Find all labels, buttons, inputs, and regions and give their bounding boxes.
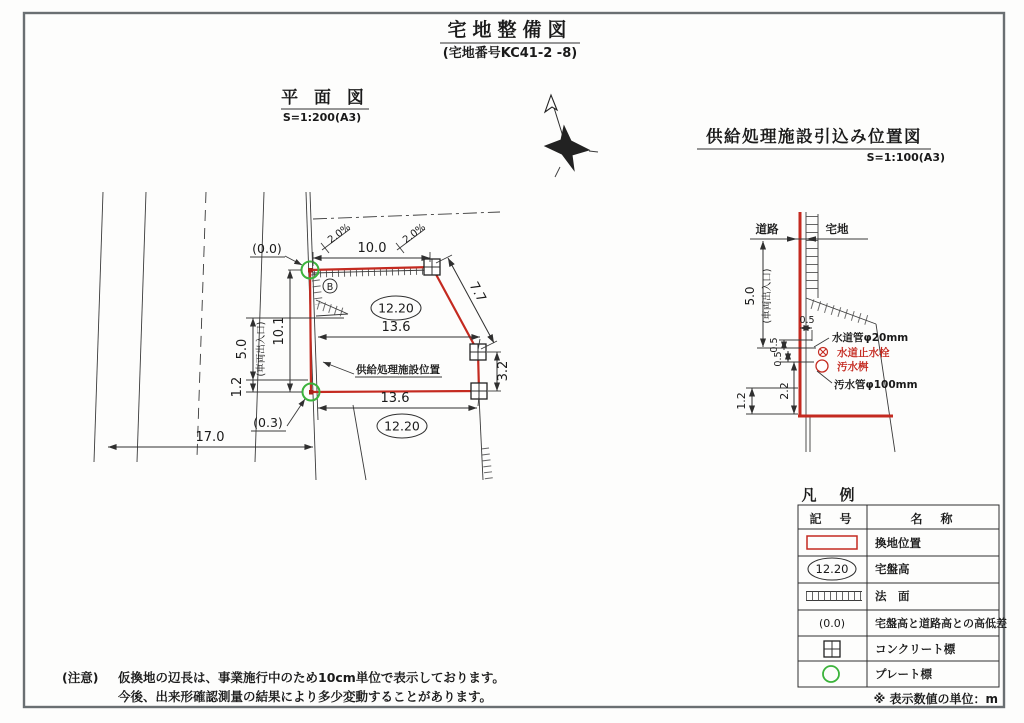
detail-dim-bottom: 1.2 [735,392,748,410]
detail-valve-depth: 0.5 [769,337,780,353]
detail-dim-lower: 2.2 [778,382,791,400]
point-b-label: B [326,282,334,293]
detail-title: 供給処理施設引込み位置図 [706,127,922,146]
dim-entrance-note: (車両出入口) [256,321,267,377]
dim-entrance-width: 5.0 [235,338,250,360]
legend-diff-symbol: (0.0) [818,617,846,630]
dim-middle: 13.6 [381,320,411,335]
concrete-marker-icon [470,344,486,360]
ground-level-lower-value: 12.20 [384,418,420,434]
plan-title: 平 面 図 [281,88,369,108]
legend-col-symbol: 記 号 [809,512,855,526]
legend-slope-icon [806,592,862,601]
road-label: 道路 [755,222,779,236]
legend-title: 凡 例 [801,486,859,504]
notes-line2: 今後、出来形確認測量の結果により多少変動することがあります。 [118,689,493,704]
notes-line1: 仮換地の辺長は、事業施行中のため10cm単位で表示しております。 [118,670,505,685]
legend-row-name: コンクリート標 [875,642,956,656]
legend-concrete-icon [824,641,840,657]
facility-label: 供給処理施設位置 [356,364,440,376]
legend-elevation-value: 12.20 [815,562,849,576]
detail-figure [735,212,918,452]
legend-plate-icon [823,666,839,682]
water-pipe-label: 水道管φ20mm [832,332,909,344]
legend-row-name: 宅盤高と道路高との高低差 [875,617,1007,630]
slope-label: 2.0% [401,221,428,247]
notes-label: (注意) [62,670,99,685]
north-arrow-icon [545,95,598,177]
level-diff-lower: (0.3) [253,415,283,430]
dim-right: 3.2 [496,360,511,382]
dim-top: 10.0 [357,241,387,256]
page-frame [24,13,1004,707]
ground-level-lower [377,414,427,438]
level-diff-upper: (0.0) [252,241,282,256]
sewage-pipe-label: 汚水管φ100mm [834,379,918,391]
sewage-basin-icon [816,360,828,372]
plan-scale: S=1:200(A3) [282,111,362,124]
dim-small-left: 1.2 [230,376,245,398]
water-valve-label: 水道止水栓 [837,347,890,359]
lot-label: 宅地 [825,222,849,236]
dim-diagonal: 7.7 [465,279,489,305]
legend-row-name: 換地位置 [875,536,921,550]
detail-offset: 0.5 [799,315,815,326]
legend-replot-icon [807,536,857,549]
point-b-marker [323,279,337,293]
ground-level-upper-value: 12.20 [378,300,414,316]
facility-position-callout [323,362,442,377]
sheet-title-block [440,18,580,61]
legend-row-name: プレート標 [875,667,933,681]
water-valve-icon [819,348,828,357]
slope-label: 2.0% [326,221,353,247]
detail-entrance-note: (車両出入口) [762,268,773,324]
legend [798,486,1007,706]
dim-left-total: 10.1 [272,316,287,346]
detail-entrance-width: 5.0 [743,286,757,306]
ground-level-upper [371,296,421,320]
page-subtitle: (宅地番号KC41-2 -8) [442,46,578,61]
dim-bottom: 13.6 [380,391,410,406]
legend-row-name: 法 面 [875,589,910,603]
plan-title-block [281,87,369,124]
page-title: 宅地整備図 [447,19,573,41]
sewage-basin-label: 汚水桝 [837,361,869,373]
concrete-marker-icon [424,259,440,275]
plan-road-lines [94,192,500,480]
notes-block [62,670,505,704]
legend-row-name: 宅盤高 [875,562,910,576]
detail-title-block [697,126,945,164]
detail-basin-gap: 0.5 [773,351,784,367]
detail-scale: S=1:100(A3) [866,151,945,164]
legend-col-name: 名 称 [910,512,956,526]
dim-road-width: 17.0 [195,430,225,445]
legend-unit-note: ※ 表示数値の単位：m [873,692,998,706]
